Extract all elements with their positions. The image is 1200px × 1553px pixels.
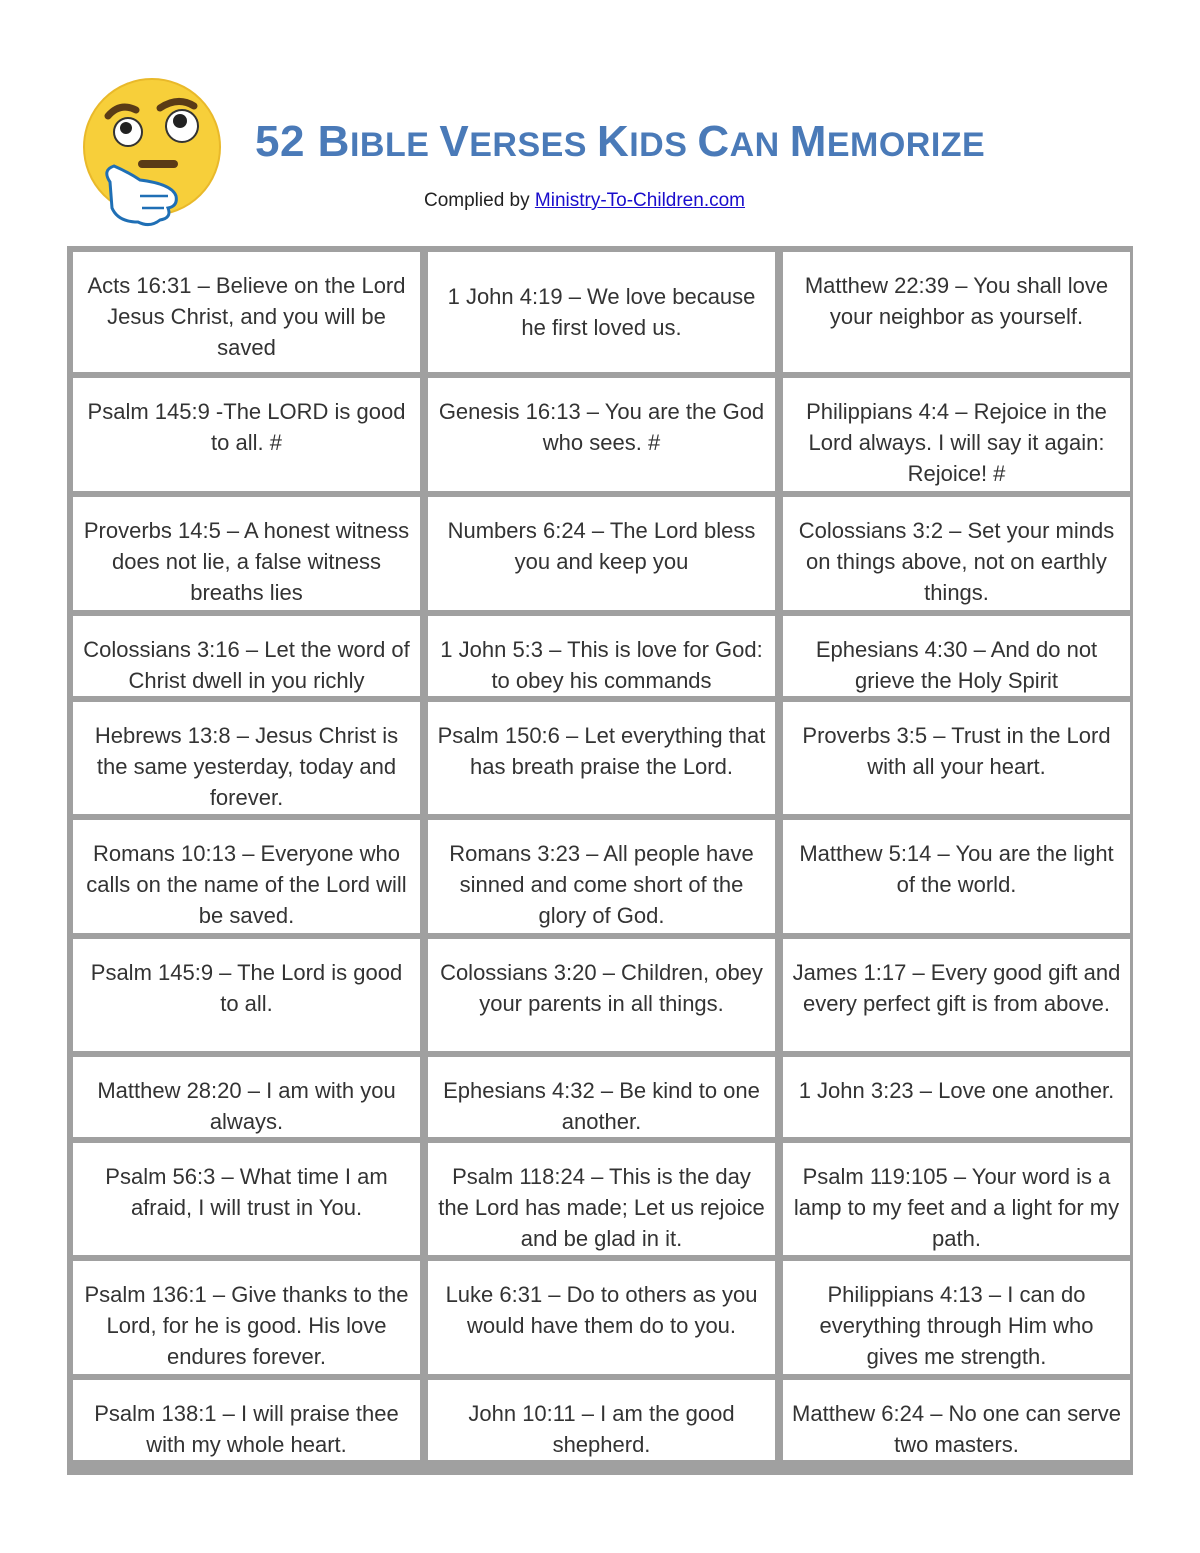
verse-card: 1 John 3:23 – Love one another. [783, 1057, 1130, 1137]
verse-card: Ephesians 4:30 – And do not grieve the Holy Spirit [783, 616, 1130, 696]
title-part: C [697, 117, 730, 166]
verse-card: Proverbs 14:5 – A honest witness does not lie, a false witness breaths lies [73, 497, 420, 610]
verse-card: Psalm 145:9 – The Lord is good to all. [73, 939, 420, 1051]
verse-card: Proverbs 3:5 – Trust in the Lord with all your heart. [783, 702, 1130, 814]
verse-card: Matthew 5:14 – You are the light of the world. [783, 820, 1130, 933]
ministry-to-children-link[interactable]: Ministry-To-Children.com [534, 190, 745, 211]
verse-card: John 10:11 – I am the good shepherd. [428, 1380, 775, 1460]
verse-card: Numbers 6:24 – The Lord bless you and keep you [428, 497, 775, 610]
verse-card: Colossians 3:16 – Let the word of Christ dwell in you richly [73, 616, 420, 696]
verse-card: Ephesians 4:32 – Be kind to one another. [428, 1057, 775, 1137]
verse-card: Acts 16:31 – Believe on the Lord Jesus Christ, and you will be saved [73, 252, 420, 372]
thinking-face-icon [80, 72, 226, 228]
verse-grid [67, 246, 1133, 1475]
verse-card: 1 John 4:19 – We love because he first loved us. [428, 252, 775, 372]
title-part: M [789, 117, 827, 166]
title-part: 52 B [255, 117, 350, 166]
verse-card: Genesis 16:13 – You are the God who sees. # [428, 378, 775, 491]
verse-card: Romans 3:23 – All people have sinned and come short of the glory of God. [428, 820, 775, 933]
verse-card: Philippians 4:13 – I can do everything through Him who gives me strength. [783, 1261, 1130, 1374]
compiled-by-label: Complied by [424, 190, 535, 211]
title-part: V [439, 117, 470, 166]
verse-card: Psalm 138:1 – I will praise thee with my whole heart. [73, 1380, 420, 1460]
verse-card: Philippians 4:4 – Rejoice in the Lord always. I will say it again: Rejoice! # [783, 378, 1130, 491]
verse-card: Psalm 145:9 -The LORD is good to all. # [73, 378, 420, 491]
verse-card: Psalm 119:105 – Your word is a lamp to my feet and a light for my path. [783, 1143, 1130, 1255]
verse-card: James 1:17 – Every good gift and every perfect gift is from above. [783, 939, 1130, 1051]
title-part: EMORIZE [826, 126, 986, 164]
verse-card: Luke 6:31 – Do to others as you would have them do to you. [428, 1261, 775, 1374]
verse-card: Matthew 6:24 – No one can serve two masters. [783, 1380, 1130, 1460]
verse-card: Matthew 28:20 – I am with you always. [73, 1057, 420, 1137]
verse-card: Psalm 136:1 – Give thanks to the Lord, for he is good. His love endures forever. [73, 1261, 420, 1374]
compiled-by-line [424, 190, 745, 212]
page-title [255, 112, 1155, 175]
verse-card: Matthew 22:39 – You shall love your neighbor as yourself. [783, 252, 1130, 372]
title-part: ERSES [469, 126, 597, 164]
verse-card: Hebrews 13:8 – Jesus Christ is the same yesterday, today and forever. [73, 702, 420, 814]
verse-card: 1 John 5:3 – This is love for God: to obey his commands [428, 616, 775, 696]
verse-card: Psalm 56:3 – What time I am afraid, I will trust in You. [73, 1143, 420, 1255]
verse-card: Colossians 3:2 – Set your minds on things above, not on earthly things. [783, 497, 1130, 610]
title-part: IDS [629, 126, 698, 164]
title-part: AN [729, 126, 790, 164]
title-part: K [596, 117, 630, 166]
title-part: IBLE [349, 126, 440, 164]
verse-card: Psalm 150:6 – Let everything that has breath praise the Lord. [428, 702, 775, 814]
verse-card: Psalm 118:24 – This is the day the Lord has made; Let us rejoice and be glad in it. [428, 1143, 775, 1255]
verse-card: Colossians 3:20 – Children, obey your parents in all things. [428, 939, 775, 1051]
verse-card: Romans 10:13 – Everyone who calls on the name of the Lord will be saved. [73, 820, 420, 933]
